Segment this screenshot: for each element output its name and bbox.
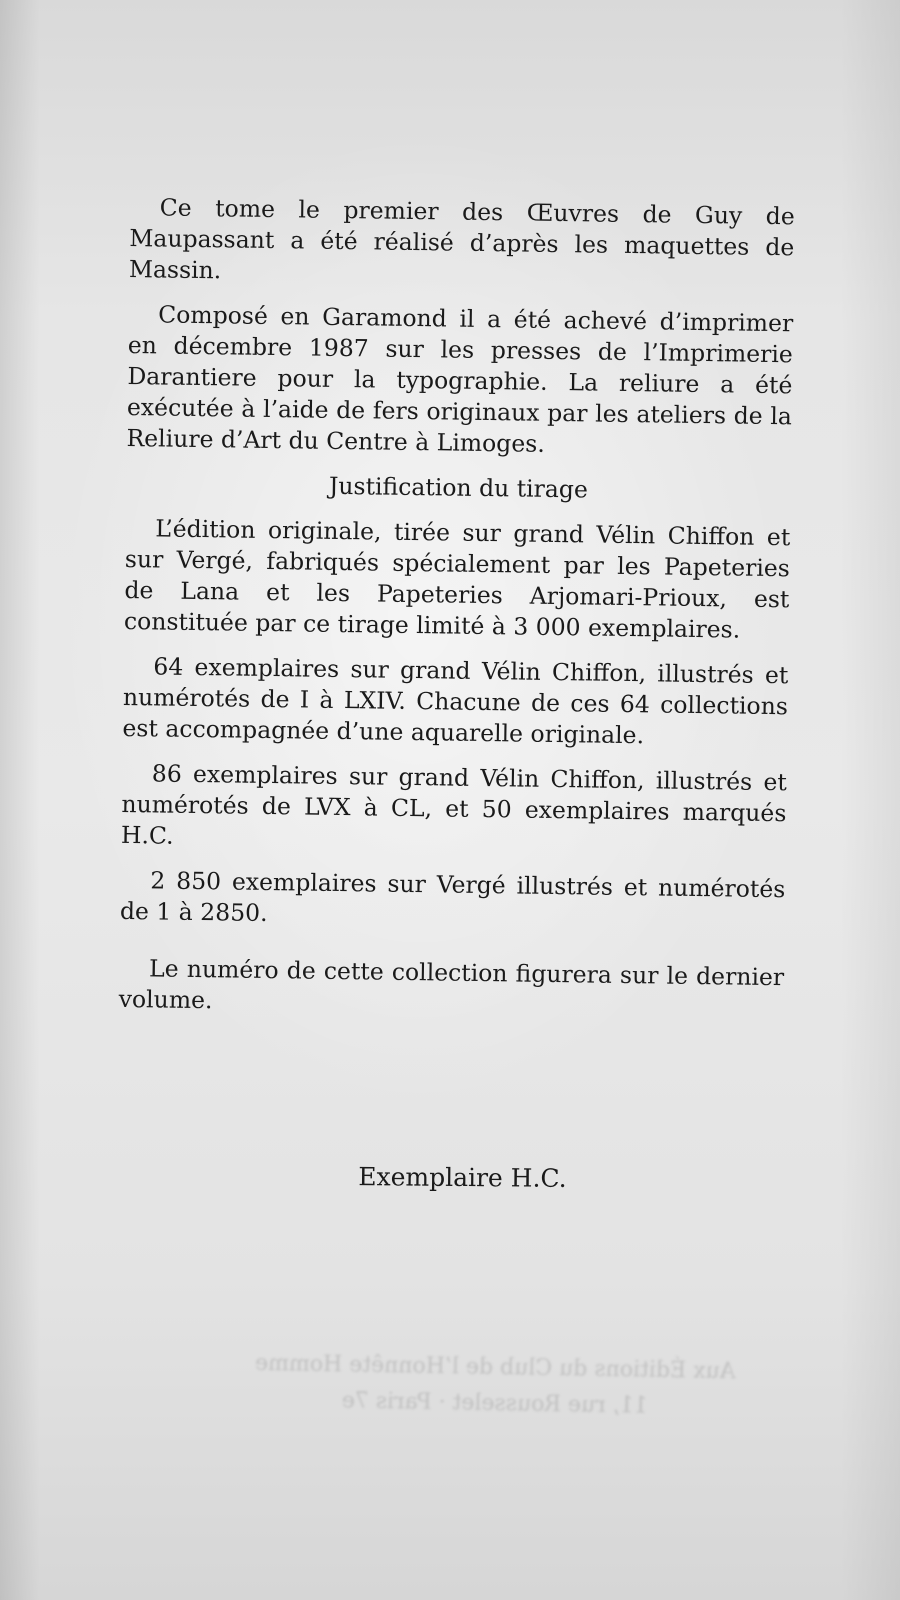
paragraph-86-exemplaires: 86 exemplaires sur grand Vélin Chiffon, illustrés et numérotés de LVX à CL, et 50 exemplaires marqués H.C. (120, 759, 788, 850)
paragraph-edition-originale: L’édition originale, tirée sur grand Vélin Chiffon et sur Vergé, fabriqués spécialement par les Papeteries de Lana et les Papeteries Arjomari-Prioux, est constituée par ce tirage limité à 3 000 exemplaires. (123, 514, 791, 644)
paragraph-numero-collection: Le numéro de cette collection figurera sur le dernier volume. (118, 954, 785, 1015)
paragraph-maquettes: Ce tome le premier des Œuvres de Guy de Maupassant a été réalisé d’après les maquettes de Massin. (128, 193, 795, 285)
paragraph-64-exemplaires: 64 exemplaires sur grand Vélin Chiffon, illustrés et numérotés de I à LXIV. Chacune de ces 64 collections est accompagnée d’une aquarelle originale. (122, 652, 789, 750)
colophon-text (118, 192, 795, 1038)
exemplaire-label: Exemplaire H.C. (358, 1162, 567, 1193)
paragraph-impression: Composé en Garamond il a été achevé d’imprimer en décembre 1987 sur les presses de l’Imprimerie Darantiere pour la typographie. La reliure a été exécutée à l’aide de fers originaux par les ateliers de la Reliure d’Art du Centre à Limoges. (126, 300, 794, 458)
show-through-imprint (149, 1344, 840, 1428)
show-through-line-1: Aux Éditions du Club de l’Honnête Homme (254, 1350, 736, 1385)
heading-justification: Justification du tirage (328, 471, 589, 504)
show-through-line-2: 11, rue Rousselet · Paris 7e (341, 1388, 648, 1419)
paragraph-2850-exemplaires: 2 850 exemplaires sur Vergé illustrés et numérotés de 1 à 2850. (119, 866, 786, 927)
